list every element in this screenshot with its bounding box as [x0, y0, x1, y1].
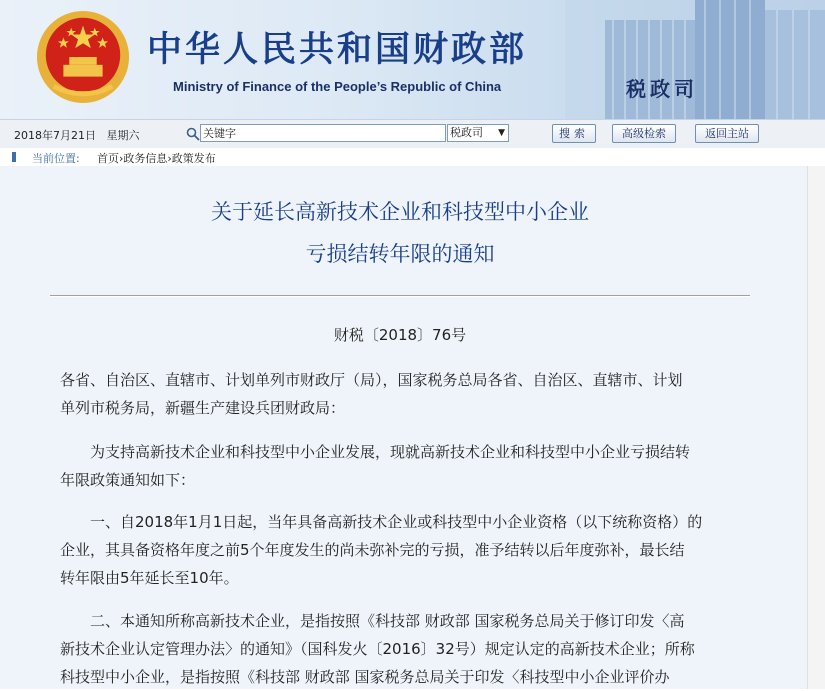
paragraph-line: 各省、自治区、直辖市、计划单列市财政厅（局），国家税务总局各省、自治区、直辖市、计划 [60, 371, 683, 389]
return-home-button[interactable]: 返回主站 [695, 124, 759, 143]
paragraph-line: 为支持高新技术企业和科技型中小企业发展，现就高新技术企业和科技型中小企业亏损结转 [90, 443, 691, 461]
paragraph-addressees [60, 366, 750, 422]
paragraph-line: 年限政策通知如下： [60, 471, 196, 489]
vertical-scrollbar[interactable] [807, 166, 825, 689]
location-marker-icon [12, 152, 16, 162]
document-number: 财税〔2018〕76号 [333, 326, 467, 344]
breadcrumb-label: 当前位置: [32, 152, 80, 165]
paragraph-item-1 [60, 508, 750, 592]
scope-selected-value: 税政司 [450, 126, 483, 139]
site-banner [0, 0, 825, 119]
advanced-search-button[interactable]: 高级检索 [612, 124, 676, 143]
paragraph-line: 单列市税务局，新疆生产建设兵团财政局： [60, 399, 346, 417]
paragraph-line: 科技型中小企业，是指按照《科技部 财政部 国家税务总局关于印发〈科技型中小企业评价办 [60, 668, 670, 686]
search-toolbar [0, 119, 825, 149]
date-text: 2018年7月21日 [14, 129, 96, 142]
breadcrumb-path[interactable]: 首页›政务信息›政策发布 [97, 152, 216, 165]
search-scope-select[interactable] [447, 124, 509, 142]
search-button[interactable]: 搜索 [552, 124, 596, 143]
paragraph-line: 新技术企业认定管理办法〉的通知》（国科发火〔2016〕32号）规定认定的高新技术企业；所称 [60, 640, 695, 658]
article-title-line-2: 亏损结转年限的通知 [305, 242, 495, 266]
paragraph-line: 转年限由5年延长至10年。 [60, 569, 239, 587]
paragraph-intro [60, 438, 750, 494]
current-date [14, 127, 140, 143]
keyword-search-input[interactable] [200, 124, 446, 142]
department-name: 税政司 [626, 77, 698, 101]
site-title-chinese: 中华人民共和国财政部 [147, 29, 528, 70]
chevron-down-icon: ▼ [498, 128, 505, 138]
paragraph-line: 一、自2018年1月1日起，当年具备高新技术企业或科技型中小企业资格（以下统称资格）的 [90, 513, 703, 531]
weekday-text: 星期六 [106, 129, 140, 142]
paragraph-item-2 [60, 607, 750, 691]
paragraph-line: 企业，其具备资格年度之前5个年度发生的尚未弥补完的亏损，准予结转以后年度弥补，最长结 [60, 541, 685, 559]
article-title-line-1: 关于延长高新技术企业和科技型中小企业 [211, 200, 589, 224]
search-icon [186, 127, 200, 141]
paragraph-line: 二、本通知所称高新技术企业，是指按照《科技部 财政部 国家税务总局关于修订印发〈高 [90, 612, 685, 630]
breadcrumb [0, 148, 825, 166]
national-emblem-icon [34, 8, 132, 106]
site-title-english: Ministry of Finance of the People’s Republic of China [173, 79, 502, 94]
title-divider [50, 295, 750, 297]
